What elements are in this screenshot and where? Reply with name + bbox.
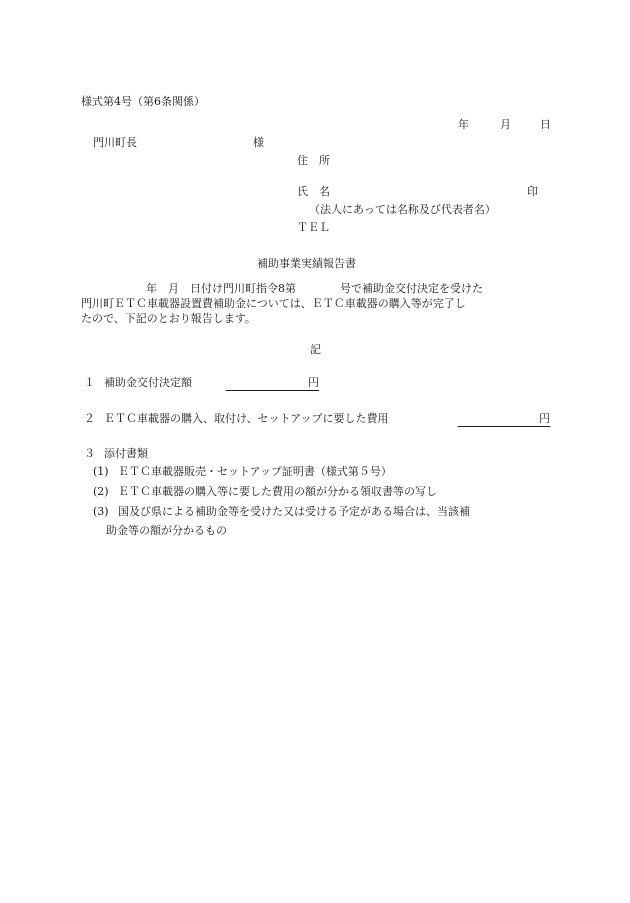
item1-unit: 円 xyxy=(308,376,319,389)
item1-label: 補助金交付決定額 xyxy=(104,376,192,389)
body-line-3: たので、下記のとおり報告します。 xyxy=(81,312,256,325)
attachment-1-text: ＥＴＣ車載器販売・セットアップ証明書（様式第５号） xyxy=(118,465,392,478)
item2-unit: 円 xyxy=(539,412,550,425)
item1-number: １ xyxy=(84,376,95,389)
item2-label: ＥＴＣ車載器の購入、取付け、セットアップに要した費用 xyxy=(104,412,389,425)
item3-number: ３ xyxy=(84,447,95,460)
ki-heading: 記 xyxy=(310,343,321,356)
attachment-2-text: ＥＴＣ車載器の購入等に要した費用の額が分かる領収書等の写し xyxy=(118,485,437,498)
attachment-3-number: (3) xyxy=(93,505,109,518)
date-month-label: 月 xyxy=(500,118,511,131)
item2-number: ２ xyxy=(84,412,95,425)
name-label: 氏 名 xyxy=(297,185,330,198)
body-line-1: 年 月 日付け門川町指令8第 号で補助金交付決定を受けた xyxy=(146,282,483,295)
corporation-note: （法人にあっては名称及び代表者名） xyxy=(309,203,496,216)
seal-label: 印 xyxy=(527,185,538,198)
addressee-honorific: 様 xyxy=(253,136,264,149)
item3-label: 添付書類 xyxy=(104,447,148,460)
item1-amount-field xyxy=(226,376,319,391)
attachment-3-text-continued: 助金等の額が分かるもの xyxy=(106,524,227,537)
attachment-1-number: (1) xyxy=(93,465,109,478)
item2-amount-field xyxy=(458,412,550,427)
report-title: 補助事業実績報告書 xyxy=(257,257,356,270)
attachment-3-text: 国及び県による補助金等を受けた又は受ける予定がある場合は、当該補 xyxy=(118,505,470,518)
date-year-label: 年 xyxy=(458,118,469,131)
body-line-2: 門川町ＥＴＣ車載器設置費補助金については、ＥＴＣ車載器の購入等が完了し xyxy=(81,297,466,310)
address-label: 住 所 xyxy=(297,154,330,167)
tel-label: ＴＥＬ xyxy=(297,221,330,234)
addressee: 門川町長 xyxy=(93,136,137,149)
attachment-2-number: (2) xyxy=(93,485,109,498)
date-day-label: 日 xyxy=(540,118,551,131)
form-number: 様式第4号（第6条関係） xyxy=(81,95,205,108)
